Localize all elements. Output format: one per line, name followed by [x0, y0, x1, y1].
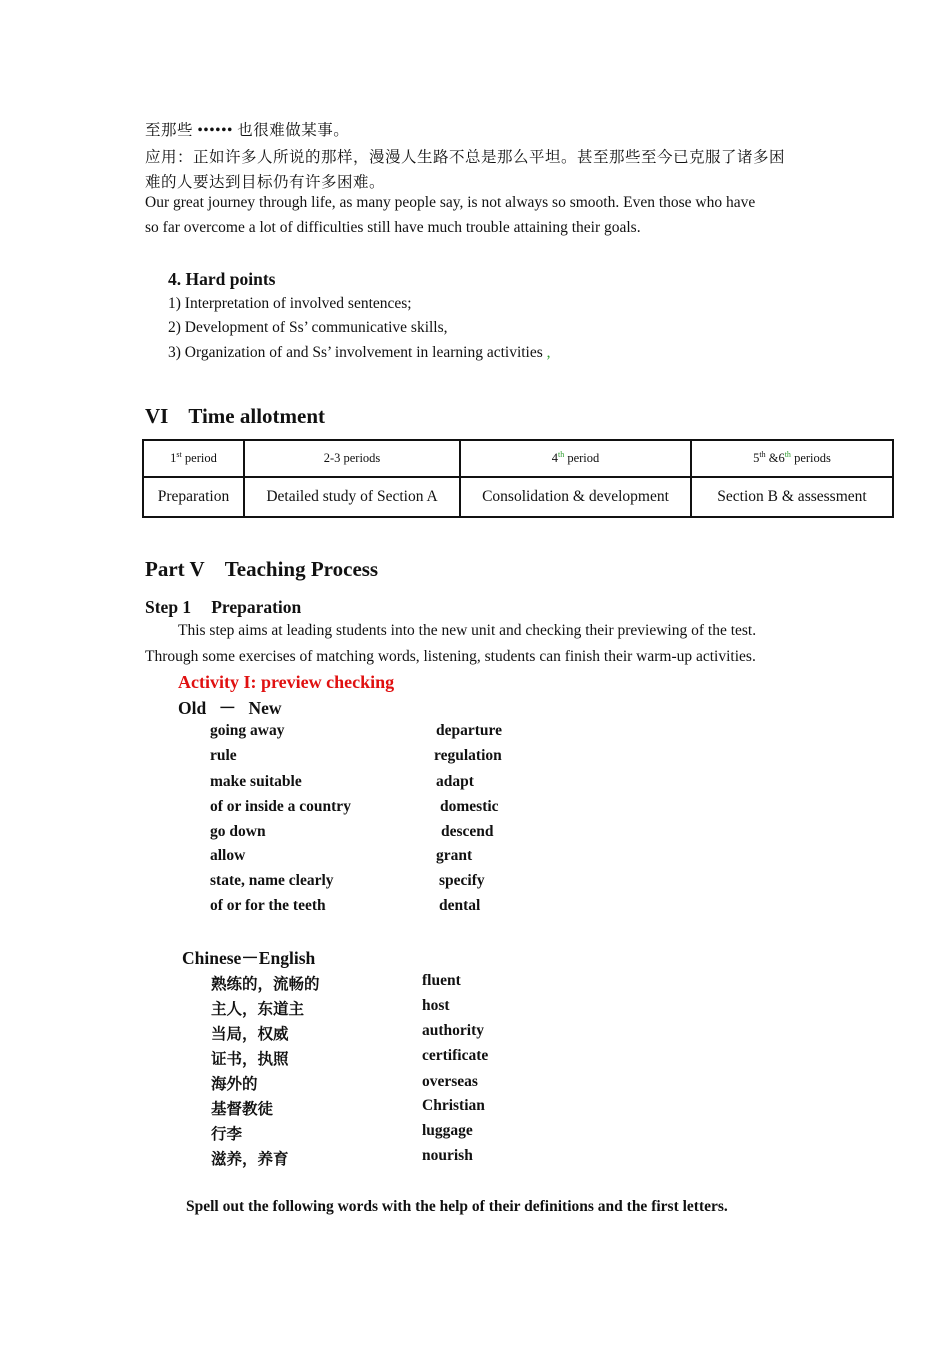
table-header-cell: 2-3 periods: [244, 440, 460, 477]
table-row: [143, 477, 893, 517]
new-word: grant: [436, 847, 473, 864]
old-word: make suitable: [210, 773, 302, 790]
old-word: going away: [210, 722, 285, 739]
part-heading: [145, 557, 378, 582]
new-word: descend: [441, 823, 494, 840]
step-heading: [145, 597, 301, 618]
new-word: regulation: [434, 747, 502, 764]
spell-instruction: Spell out the following words with the help of their definitions and the first letters.: [186, 1198, 728, 1215]
old-word: go down: [210, 823, 266, 840]
intro-line-4: Our great journey through life, as many people say, is not always so smooth. Even those who have: [145, 194, 756, 211]
chinese-word: 行李: [211, 1126, 243, 1143]
hard-point-item: 1) Interpretation of involved sentences;: [168, 295, 412, 312]
old-word: of or for the teeth: [210, 897, 326, 914]
part-number: Part V: [145, 557, 205, 581]
english-word: Christian: [422, 1097, 485, 1114]
table-header-cell: 5th &6th periods: [691, 440, 893, 477]
part-title: Teaching Process: [224, 557, 379, 581]
table-cell: Detailed study of Section A: [244, 477, 460, 517]
english-word: host: [422, 997, 450, 1014]
english-word: nourish: [422, 1147, 473, 1164]
step-title: Preparation: [211, 597, 302, 617]
old-new-heading: Old － New: [178, 698, 282, 718]
hard-point-text: 3) Organization of and Ss’ involvement in learning activities: [168, 344, 543, 361]
intro-line-3: 难的人要达到目标仍有许多困难。: [145, 174, 386, 191]
intro-line-1: 至那些 •••••• 也很难做某事。: [145, 122, 350, 139]
chinese-word: 证书，执照: [211, 1051, 289, 1068]
table-cell: Section B & assessment: [691, 477, 893, 517]
old-word: rule: [210, 747, 237, 764]
activity-title: Activity I: preview checking: [178, 672, 395, 692]
hard-point-item: [168, 344, 551, 362]
table-header-cell: 1st period: [143, 440, 244, 477]
chinese-word: 主人，东道主: [211, 1001, 305, 1018]
old-word: state, name clearly: [210, 872, 334, 889]
step-paragraph-line-2: Through some exercises of matching words, listening, students can finish their warm-up activities.: [145, 648, 756, 665]
new-word: dental: [439, 897, 481, 914]
chinese-word: 当局，权威: [211, 1026, 289, 1043]
hard-point-item: 2) Development of Ss’ communicative skills,: [168, 319, 448, 336]
english-word: overseas: [422, 1073, 478, 1090]
chinese-word: 海外的: [211, 1076, 258, 1093]
section-heading-time-allotment: [145, 404, 325, 429]
section-number: VI: [145, 404, 169, 428]
intro-line-2: 应用：正如许多人所说的那样，漫漫人生路不总是那么平坦。甚至那些至今已克服了诸多困: [145, 149, 786, 166]
time-allotment-table: [142, 439, 894, 518]
table-cell: Consolidation & development: [460, 477, 691, 517]
chinese-word: 熟练的，流畅的: [211, 976, 320, 993]
english-word: fluent: [422, 972, 461, 989]
step-paragraph-line-1: This step aims at leading students into the new unit and checking their previewing of the test.: [178, 622, 757, 639]
table-header-row: [143, 440, 893, 477]
english-word: luggage: [422, 1122, 473, 1139]
trailing-mark: ,: [546, 344, 551, 361]
new-word: departure: [436, 722, 503, 739]
new-word: domestic: [440, 798, 499, 815]
chinese-english-heading: Chinese－English: [182, 948, 316, 968]
english-word: authority: [422, 1022, 484, 1039]
old-word: allow: [210, 847, 246, 864]
hard-points-heading: 4. Hard points: [168, 269, 276, 289]
chinese-word: 滋养，养育: [211, 1151, 289, 1168]
old-word: of or inside a country: [210, 798, 351, 815]
table-header-cell: 4th period: [460, 440, 691, 477]
step-number: Step 1: [145, 597, 192, 617]
intro-line-5: so far overcome a lot of difficulties still have much trouble attaining their goals.: [145, 219, 641, 236]
new-word: specify: [439, 872, 485, 889]
english-word: certificate: [422, 1047, 489, 1064]
chinese-word: 基督教徒: [211, 1101, 274, 1118]
table-cell: Preparation: [143, 477, 244, 517]
new-word: adapt: [436, 773, 474, 790]
section-title: Time allotment: [188, 404, 326, 428]
